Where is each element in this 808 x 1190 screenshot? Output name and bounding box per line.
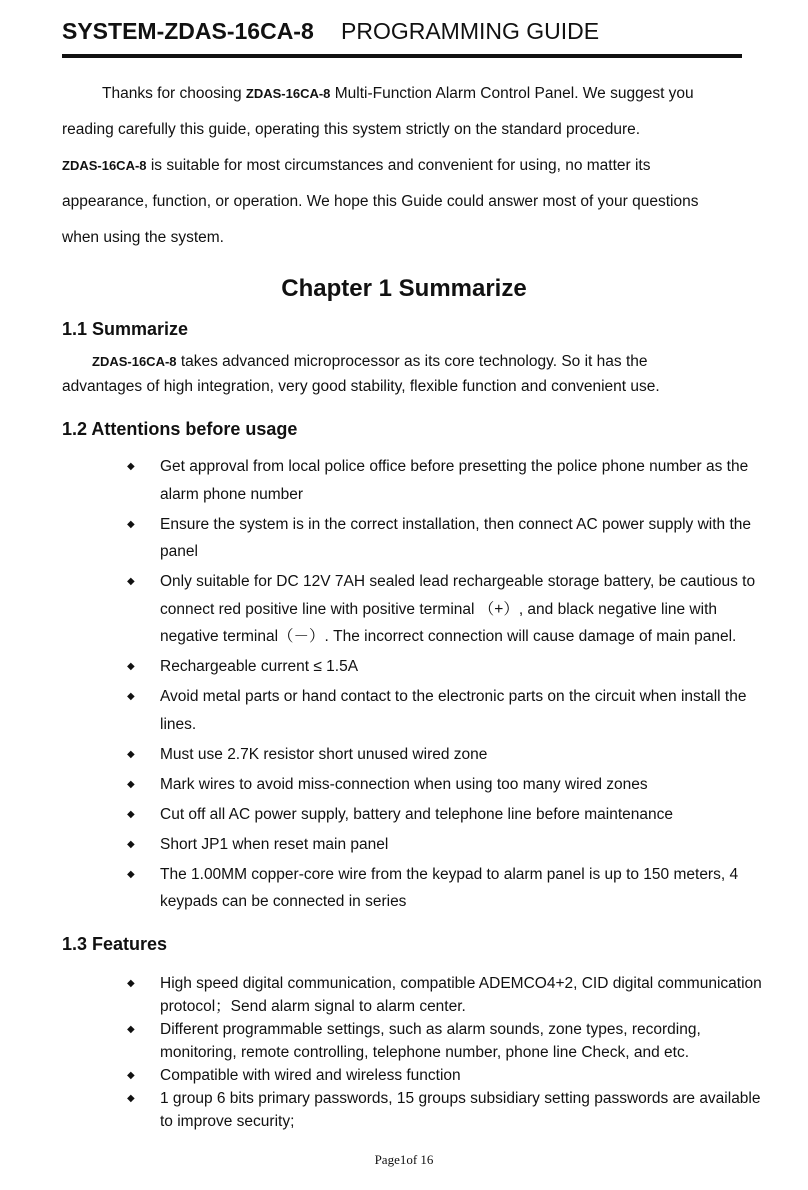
list-item [0,801,765,829]
list-item [0,771,765,799]
page-number: Page1of 16 [374,1152,434,1167]
chapter-title: Chapter 1 Summarize [281,275,527,302]
header-title-model: SYSTEM-ZDAS-16CA-8 [62,18,314,44]
list-item-text: Only suitable for DC 12V 7AH sealed lead rechargeable storage battery, be cautious to connect red positive line with positive terminal （+）, and black negative line with negative terminal（－）. The incorrect connection will cause damage of main panel. [160,573,756,645]
list-item [0,831,765,859]
bullet-icon: ◆ [127,661,135,672]
list-item-text: 1 group 6 bits primary passwords, 15 groups subsidiary setting passwords are available to improve security; [160,1090,761,1130]
bullet-icon: ◆ [127,978,135,989]
list-item-text: Avoid metal parts or hand contact to the electronic parts on the circuit when install the lines. [160,688,747,733]
page-header [62,16,742,58]
bullet-icon: ◆ [127,1024,135,1035]
summary-paragraph: ZDAS-16CA-8 takes advanced microprocessor as its core technology. So it has the advantages of high integration, very good stability, flexible function and convenient use. [62,353,660,395]
bullet-icon: ◆ [127,461,135,472]
list-item [0,741,765,769]
intro-line: appearance, function, or operation. We hope this Guide could answer most of your questions [62,193,699,210]
section-heading-1-3: 1.3 Features [62,934,168,954]
header-title-guide: PROGRAMMING GUIDE [341,18,600,44]
list-item [0,972,765,1018]
list-item-text: Different programmable settings, such as alarm sounds, zone types, recording, monitoring, remote controlling, telephone number, phone line Check, and etc. [160,1021,701,1061]
list-item [0,653,765,681]
model-name: ZDAS-16CA-8 [245,86,331,101]
section-heading-1-1: 1.1 Summarize [62,319,189,339]
list-item-text: Ensure the system is in the correct installation, then connect AC power supply with the panel [160,515,752,560]
list-item [0,1018,765,1064]
list-item [0,568,765,651]
list-item [0,511,765,566]
bullet-icon: ◆ [127,518,135,530]
model-name: ZDAS-16CA-8 [62,158,147,173]
bullet-icon: ◆ [127,1070,135,1081]
list-item [0,683,765,738]
bullet-icon: ◆ [127,808,135,820]
list-item-text: Short JP1 when reset main panel [160,835,389,853]
list-item-text: Compatible with wired and wireless function [160,1067,461,1084]
bullet-icon: ◆ [127,868,135,880]
bullet-icon: ◆ [127,1093,135,1104]
list-item [0,453,765,508]
bullet-icon: ◆ [127,691,135,702]
list-item-text: Mark wires to avoid miss-connection when using too many wired zones [160,775,648,793]
list-item [0,861,765,916]
intro-paragraph [62,76,752,256]
attentions-list [0,453,808,918]
list-item-text: Cut off all AC power supply, battery and telephone line before maintenance [160,805,673,823]
list-item-text: The 1.00MM copper-core wire from the keypad to alarm panel is up to 150 meters, 4 keypads can be connected in series [160,865,739,910]
section-heading-1-2: 1.2 Attentions before usage [62,419,298,439]
features-list [0,972,808,1133]
list-item [0,1064,765,1087]
model-name: ZDAS-16CA-8 [92,354,177,369]
intro-line: ZDAS-16CA-8 is suitable for most circumstances and convenient for using, no matter its [62,157,651,174]
list-item-text: Get approval from local police office before presetting the police phone number as the alarm phone number [160,458,749,503]
list-item-text: High speed digital communication, compatible ADEMCO4+2, CID digital communication protocol；Send alarm signal to alarm center. [160,975,762,1015]
bullet-icon: ◆ [127,576,135,587]
bullet-icon: ◆ [127,748,135,760]
list-item-text: Rechargeable current ≤ 1.5A [160,658,359,675]
list-item [0,1087,765,1133]
bullet-icon: ◆ [127,838,135,850]
intro-line: when using the system. [62,229,224,246]
intro-line: reading carefully this guide, operating this system strictly on the standard procedure. [62,121,641,138]
bullet-icon: ◆ [127,778,135,790]
intro-line: Thanks for choosing ZDAS-16CA-8 Multi-Function Alarm Control Panel. We suggest you [102,85,694,102]
list-item-text: Must use 2.7K resistor short unused wired zone [160,745,488,763]
